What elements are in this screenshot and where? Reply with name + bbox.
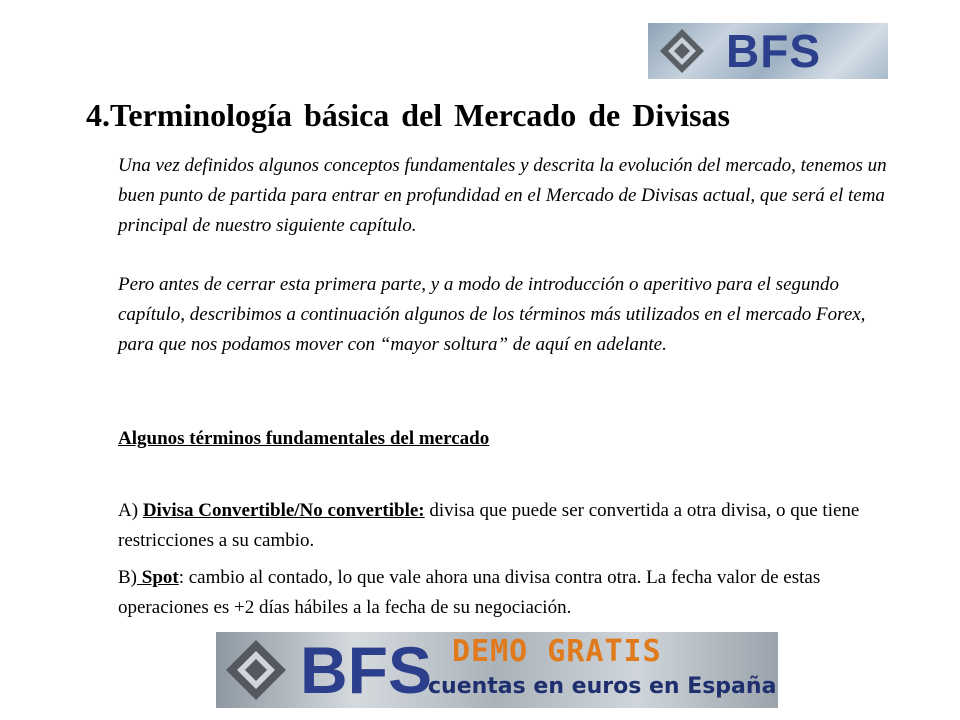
- term-prefix: A): [118, 500, 143, 521]
- bfs-logo-text: BFS: [726, 25, 821, 77]
- banner-brand-text: BFS: [300, 633, 432, 707]
- bfs-logo-top: [648, 23, 888, 79]
- term-keyword: Spot: [137, 567, 179, 588]
- term-item: [118, 496, 888, 556]
- page-title: 4.Terminología básica del Mercado de Divisas: [86, 97, 730, 133]
- demo-banner[interactable]: [216, 632, 778, 708]
- bfs-diamond-icon: [658, 27, 706, 75]
- intro-paragraph-1: Una vez definidos algunos conceptos fundamentales y descrita la evolución del mercado, tenemos un buen punto de partida para entrar en profundidad en el Mercado de Divisas actual, que será el tema principal de nuestro siguiente capítulo.: [118, 155, 887, 236]
- term-keyword: Divisa Convertible/No convertible:: [142, 500, 425, 521]
- term-definition: divisa que puede ser convertida a otra divisa, o que tiene restricciones a su cambio.: [118, 500, 860, 551]
- term-definition: : cambio al contado, lo que vale ahora una divisa contra otra. La fecha valor de estas operaciones es +2 días hábiles a la fecha de su negociación.: [118, 567, 821, 618]
- section-subheading: Algunos términos fundamentales del mercado: [118, 428, 490, 449]
- bfs-diamond-icon: [224, 638, 288, 702]
- banner-headline: DEMO GRATIS: [452, 634, 662, 669]
- term-prefix: B): [118, 567, 137, 588]
- term-item: [118, 563, 888, 623]
- banner-subline: cuentas en euros en España: [428, 674, 777, 699]
- intro-paragraph-2: Pero antes de cerrar esta primera parte, y a modo de introducción o aperitivo para el segundo capítulo, describimos a continuación algunos de los términos más utilizados en el mercado Forex, para que nos podamos mover con “mayor soltura” de aquí en adelante.: [118, 274, 866, 355]
